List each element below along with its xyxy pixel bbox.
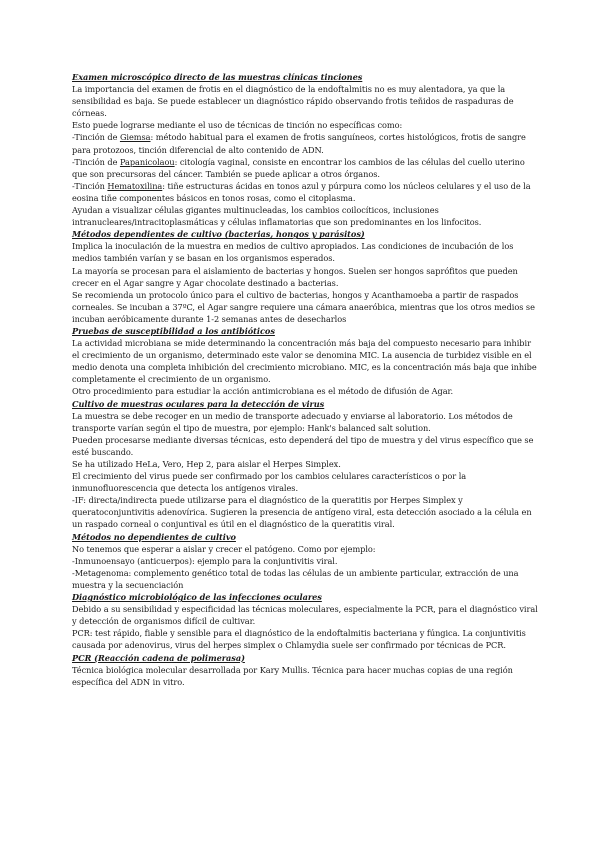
paragraph: Técnica biológica molecular desarrollada por Kary Mullis. Técnica para hacer muchas copias de una región específica del ADN in vitro. (72, 664, 513, 687)
paragraph: Debido a su sensibilidad y especificidad las técnicas moleculares, especialmente la PCR, para el diagnóstico viral y detección de organismos difícil de cultivar. (72, 604, 538, 627)
paragraph: Esto puede lograrse mediante el uso de técnicas de tinción no específicas como: (72, 120, 403, 131)
list-item-hematoxilina: -Tinción Hematoxilina: tiñe estructuras ácidas en tonos azul y púrpura como los núcleos celulares y el uso de la eosina tiñe componentes básicos en tonos rosas, como el citoplasma. (72, 180, 531, 203)
paragraph: La mayoría se procesan para el aislamiento de bacterias y hongos. Suelen ser hongos saprófitos que pueden crecer en el Agar sangre y Agar chocolate destinado a bacterias. (72, 265, 518, 288)
paragraph: Implica la inoculación de la muestra en medios de cultivo apropiados. Las condiciones de incubación de los medios también varían y se basan en los organismos esperados. (72, 241, 514, 264)
paragraph: -Metagenoma: complemento genético total de todas las células de un ambiente particular, extracción de una muestra y la secuenciación (72, 567, 519, 590)
section-heading-microbiological-diagnosis: Diagnóstico microbiológico de las infecciones oculares (72, 592, 322, 603)
list-item-papanicolaou: -Tinción de Papanicolaou: citología vaginal, consiste en encontrar los cambios de las células del cuello uterino que son precursoras del cáncer. También se puede aplicar a otros órganos. (72, 156, 525, 179)
list-item-giemsa: -Tinción de Giemsa: método habitual para el examen de frotis sanguíneos, cortes histológicos, frotis de sangre para protozoos, tinción diferencial de alto contenido de ADN. (72, 132, 526, 155)
paragraph: Se ha utilizado HeLa, Vero, Hep 2, para aislar el Herpes Simplex. (72, 459, 341, 469)
section-heading-culture-methods: Métodos dependientes de cultivo (bacterias, hongos y parásitos) (72, 229, 365, 240)
paragraph: Ayudan a visualizar células gigantes multinucleadas, los cambios coilocíticos, inclusiones intranucleares/intracitoplasmáticas y células inflamatorias que son predominantes en los linfocitos. (72, 205, 482, 228)
paragraph: La muestra se debe recoger en un medio de transporte adecuado y enviarse al laboratorio. Los métodos de transporte varían según el tipo de muestra, por ejemplo: Hank's balanced salt solution. (72, 410, 513, 433)
paragraph: -IF: directa/indirecta puede utilizarse para el diagnóstico de la queratitis por Herpes Simplex y queratoconjuntivitis adenovírica. Sugieren la presencia de antígeno viral, esta detección asociado a la célula en un raspado corneal o conjuntival es útil en el diagnóstico de la queratitis viral. (72, 495, 532, 530)
section-heading-susceptibility: Pruebas de susceptibilidad a los antibióticos (72, 325, 275, 336)
paragraph: El crecimiento del virus puede ser confirmado por los cambios celulares característicos o por la inmunofluorescencia que detecta los antígenos virales. (72, 471, 467, 494)
paragraph: La importancia del examen de frotis en el diagnóstico de la endoftalmitis no es muy alentadora, ya que la sensibilidad es baja. Se puede establecer un diagnóstico rápido observando frotis teñidos de raspaduras de córneas. (72, 84, 514, 119)
paragraph: Se recomienda un protocolo único para el cultivo de bacterias, hongos y Acanthamoeba a partir de raspados corneales. Se incuban a 37ºC, el Agar sangre requiere una cámara anaeróbica, mientras que los otros medios se incuban aeróbicamente durante 1-2 semanas antes de desecharlos (72, 289, 535, 324)
term-giemsa: Giemsa (119, 132, 151, 143)
paragraph: -Inmunoensayo (anticuerpos): ejemplo para la conjuntivitis viral. (72, 555, 338, 566)
paragraph: No tenemos que esperar a aislar y crecer el patógeno. Como por ejemplo: (72, 543, 376, 554)
paragraph: PCR: test rápido, fiable y sensible para el diagnóstico de la endoftalmitis bacteriana y fúngica. La conjuntivitis causada por adenovirus, virus del herpes simplex o Chlamydia suele ser confirmado por técnicas de PCR. (72, 628, 526, 651)
paragraph: Pueden procesarse mediante diversas técnicas, esto dependerá del tipo de muestra y del virus específico que se esté buscando. (72, 434, 534, 457)
term-hematoxilina: Hematoxilina (107, 180, 163, 191)
term-papanicolaou: Papanicolaou (119, 156, 175, 167)
paragraph: La actividad microbiana se mide determinando la concentración más baja del compuesto necesario para inhibir el crecimiento de un organismo, determinado este valor se denomina MIC. La ausencia de turbidez visible en el medio denota una completa inhibición del crecimiento microbiano. MIC, es la concentración más baja que inhibe completamente el crecimiento de un organismo. (72, 338, 537, 385)
section-heading-non-culture-methods: Métodos no dependientes de cultivo (72, 531, 236, 542)
section-heading-microscopic-exam: Examen microscópico directo de las muestras clínicas tinciones (72, 72, 363, 82)
section-heading-pcr: PCR (Reacción cadena de polimerasa) (72, 652, 245, 663)
section-heading-virus-culture: Cultivo de muestras oculares para la detección de virus (72, 398, 325, 409)
document-body (72, 71, 540, 688)
paragraph: Otro procedimiento para estudiar la acción antimicrobiana es el método de difusión de Agar. (72, 386, 454, 397)
